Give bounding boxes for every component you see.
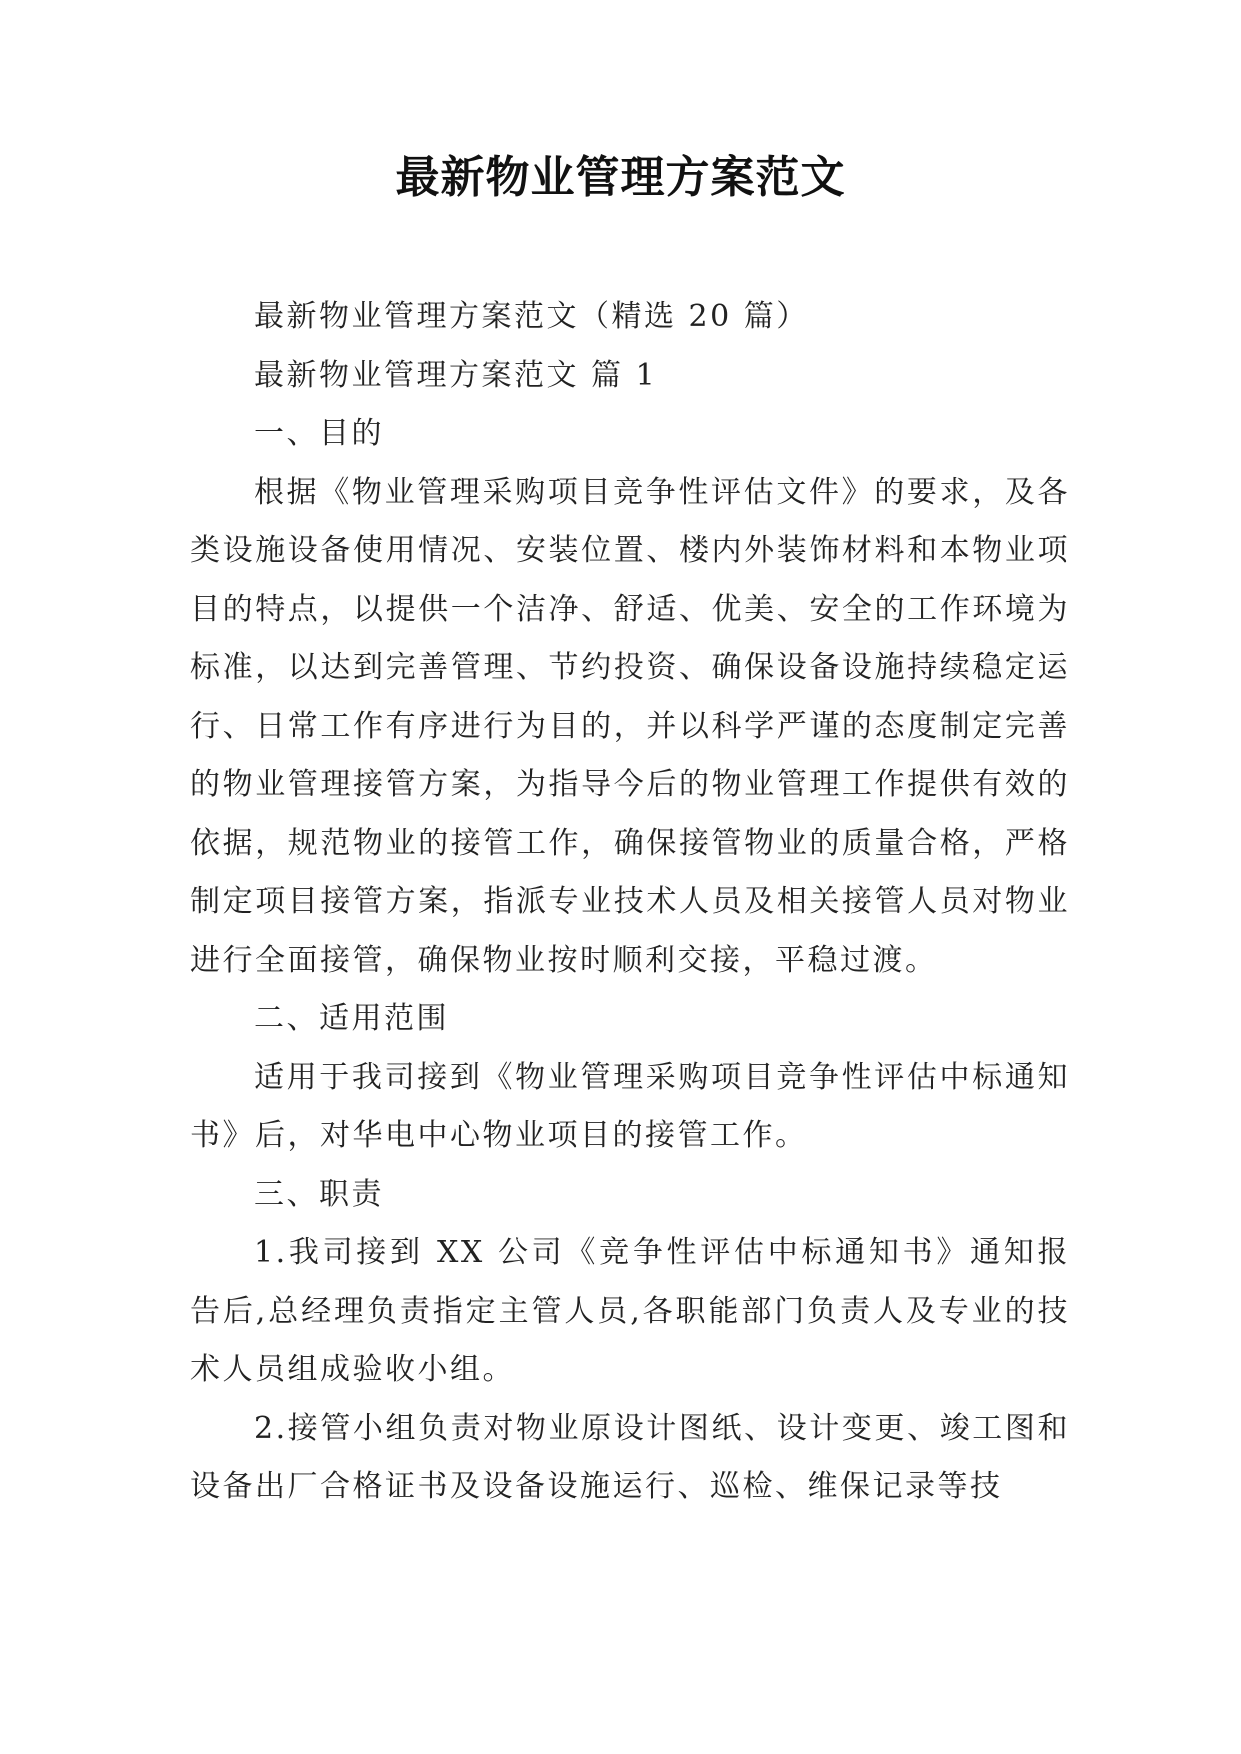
paragraph-subtitle: 最新物业管理方案范文（精选 20 篇） bbox=[254, 299, 809, 334]
paragraph-duty-1: 1.我司接到 XX 公司《竞争性评估中标通知书》通知报告后,总经理负责指定主管人员,各职能部门负责人及专业的技术人员组成验收小组。 bbox=[190, 1235, 1070, 1387]
document-title: 最新物业管理方案范文 bbox=[395, 152, 846, 203]
document-body bbox=[190, 288, 1070, 1517]
paragraph-scope: 适用于我司接到《物业管理采购项目竞争性评估中标通知书》后，对华电中心物业项目的接管工作。 bbox=[190, 1059, 1070, 1153]
paragraph-purpose: 根据《物业管理采购项目竞争性评估文件》的要求，及各类设施设备使用情况、安装位置、楼内外装饰材料和本物业项目的特点，以提供一个洁净、舒适、优美、安全的工作环境为标准，以达到完善管理、节约投资、确保设备设施持续稳定运行、日常工作有序进行为目的，并以科学严谨的态度制定完善的物业管理接管方案，为指导今后的物业管理工作提供有效的依据，规范物业的接管工作，确保接管物业的质量合格，严格制定项目接管方案，指派专业技术人员及相关接管人员对物业进行全面接管，确保物业按时顺利交接，平稳过渡。 bbox=[190, 474, 1070, 978]
heading-purpose: 一、目的 bbox=[254, 416, 384, 451]
paragraph-section-label: 最新物业管理方案范文 篇 1 bbox=[254, 357, 658, 393]
heading-duties: 三、职责 bbox=[254, 1176, 384, 1212]
paragraph-duty-2: 2.接管小组负责对物业原设计图纸、设计变更、竣工图和设备出厂合格证书及设备设施运行、巡检、维保记录等技 bbox=[190, 1410, 1070, 1504]
heading-scope: 二、适用范围 bbox=[254, 1001, 449, 1036]
